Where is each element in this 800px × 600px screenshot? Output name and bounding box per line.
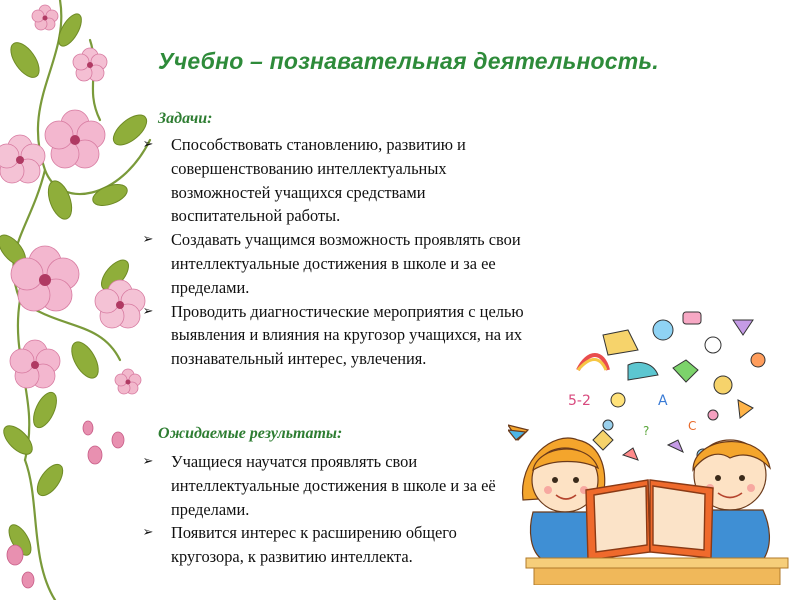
tasks-heading: Задачи: (158, 110, 213, 127)
result-text: Учащиеся научатся проявлять свои интеллектуальные достижения в школе и за её пределами. (171, 452, 496, 519)
slide-title: Учебно – познавательная деятельность. (158, 48, 659, 74)
cherry-blossom-branch-image (0, 0, 160, 600)
children-reading-book-image (508, 290, 793, 585)
task-item (138, 133, 538, 228)
task-item (138, 300, 538, 371)
bullet-arrow-icon: ➢ (142, 232, 154, 248)
desk (526, 558, 788, 585)
svg-text:?: ? (643, 424, 650, 438)
svg-text:5-2: 5-2 (568, 393, 591, 409)
floating-doodles (568, 312, 765, 461)
result-text: Появится интерес к расширению общего кругозора, к развитию интеллекта. (171, 523, 457, 567)
task-text: Проводить диагностические мероприятия с целью выявления и влияния на кругозор учащихся, на их познавательный интерес, увлечения. (171, 301, 524, 369)
open-book (586, 480, 713, 560)
result-item (138, 521, 518, 569)
task-text: Способствовать становлению, развитию и совершенствованию интеллектуальных возможностей учащихся средствами воспитательной работы. (171, 135, 466, 226)
bullet-arrow-icon: ➢ (142, 137, 154, 152)
bullet-arrow-icon: ➢ (142, 454, 154, 469)
bullet-arrow-icon: ➢ (142, 525, 154, 541)
svg-text:C: C (688, 419, 697, 433)
results-heading: Ожидаемые результаты: (158, 425, 343, 442)
result-item (138, 450, 518, 521)
tasks-list (138, 133, 538, 371)
task-item (138, 228, 538, 299)
svg-text:A: A (658, 393, 668, 409)
bullet-arrow-icon: ➢ (142, 303, 154, 319)
task-text: Создавать учащимся возможность проявлять свои интеллектуальные достижения в школе и за ее пределами. (171, 230, 521, 297)
blossoms (0, 5, 145, 588)
results-list (138, 450, 518, 569)
